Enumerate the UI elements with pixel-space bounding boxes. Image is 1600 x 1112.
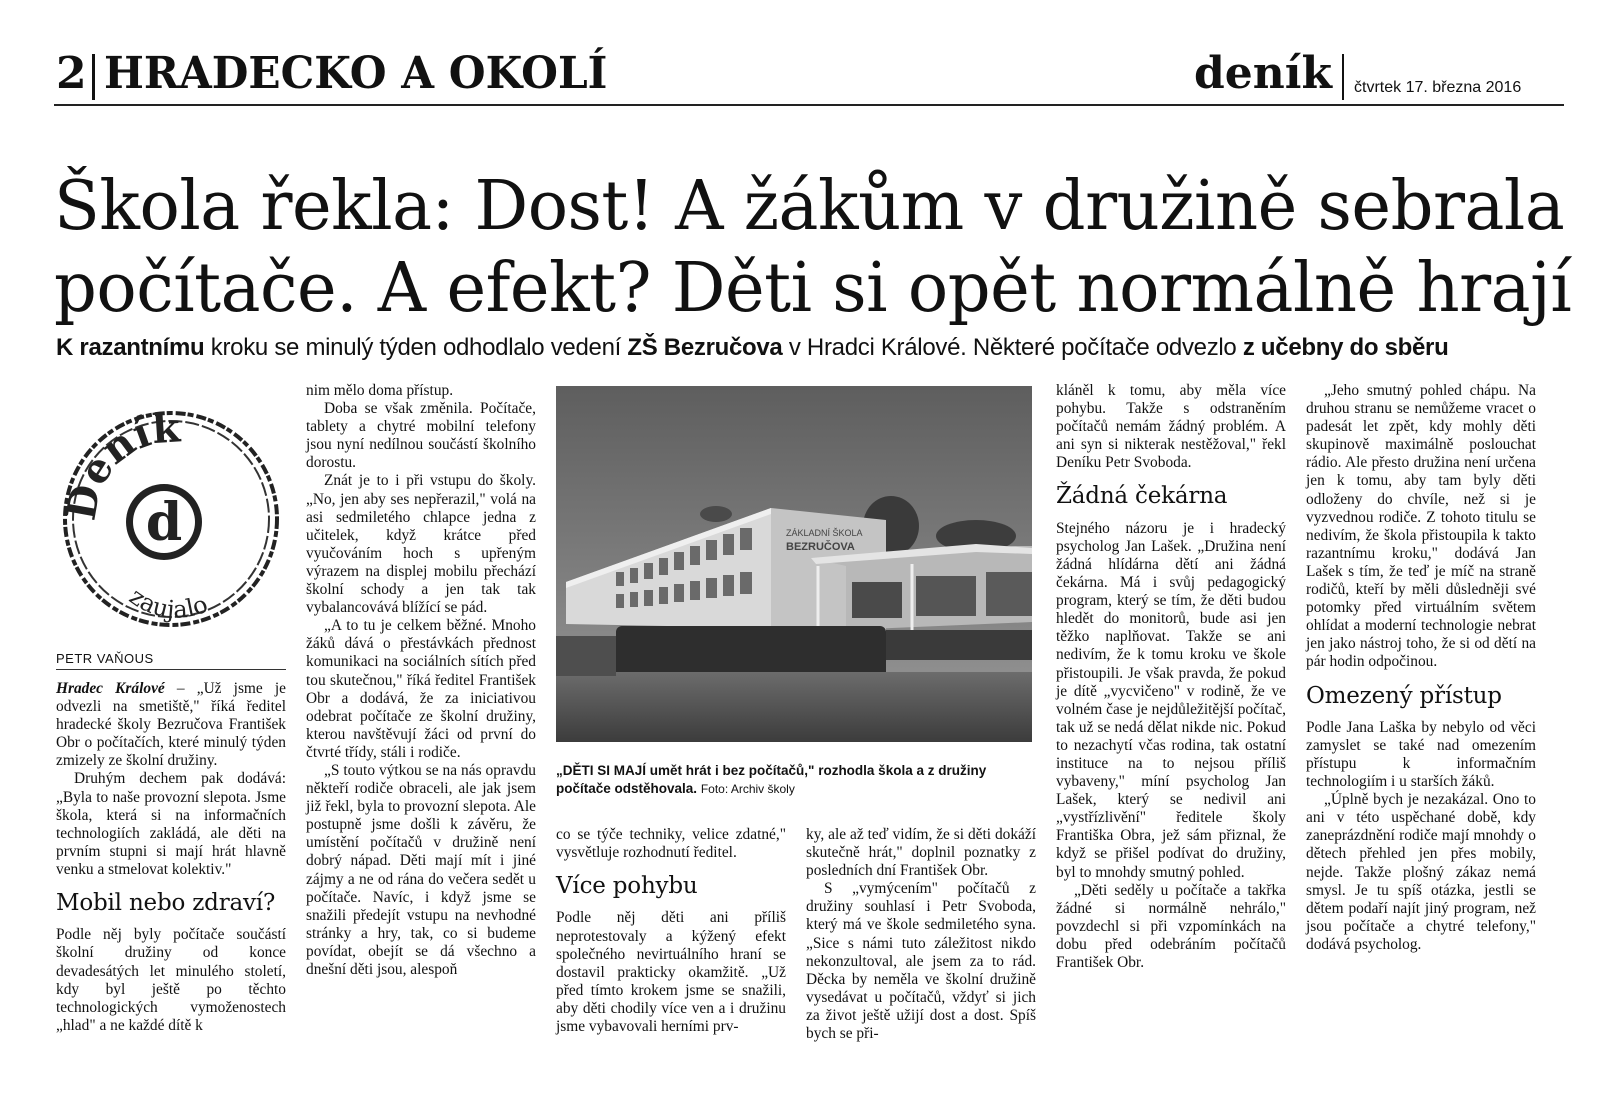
subheading: Mobil nebo zdraví? xyxy=(56,890,276,917)
photo-credit: Foto: Archiv školy xyxy=(700,782,795,796)
article-paragraph: S „vymýcením" počítačů z družiny souhlasí i Petr Svoboda, který má ve škole sedmiletého syna. „Sice s námi tuto záležitost nikdo nekonzultoval, ale jsem za to rád. Děcka by neměla ve školní družině vysedávat u počítačů, vždyť si jich za život ještě užijí dost a dost. Spíš bych se při- xyxy=(806,880,1036,1043)
page-number: 2 xyxy=(56,48,87,99)
header-divider xyxy=(92,54,95,100)
article-paragraph: Hradec Králové – „Už jsme je odvezli na smetiště," říká ředitel hradecké školy Bezručova František Obr o počítačích, které minulý týden zmizely ze školní družiny. xyxy=(56,680,286,770)
article-paragraph: „A to tu je celkem běžné. Mnoho žáků dává o přestávkách přednost komunikaci na sociálních sítích před tou skutečnou," říká ředitel František Obr a dodává, že za iniciativou odebrat počítače ze školní družiny, kterou navštěvují žáci od první do čtvrté třídy, stáli i rodiče. xyxy=(306,617,536,761)
headline-line-1: Škola řekla: Dost! A žákům v družině sebrala xyxy=(54,167,1565,246)
caption-text: „DĚTI SI MAJÍ umět hrát i bez počítačů," rozhodla škola a z družiny počítače odstěhovala. xyxy=(556,763,987,796)
article-column-6 xyxy=(1306,382,1536,954)
lead-text-2: v Hradci Králové. Některé počítače odvezlo xyxy=(782,334,1243,361)
header-divider-right xyxy=(1342,54,1344,100)
article-paragraph: Doba se však změnila. Počítače, tablety a chytré mobilní telefony jsou nyní nedílnou součástí školního dorostu. xyxy=(306,400,536,472)
subheading: Žádná čekárna xyxy=(1056,483,1228,510)
article-paragraph: nim mělo doma přístup. xyxy=(306,382,454,399)
byline: PETR VAŇOUS xyxy=(56,651,154,666)
article-paragraph: Podle Jana Laška by nebylo od věci zamyslet se také nad omezením přístupu k informačním technologiím i u starších žáků. xyxy=(1306,718,1536,791)
headline-line-2: počítače. A efekt? Děti si opět normálně hrají xyxy=(54,249,1572,328)
lead-text-1: kroku se minulý týden odhodlalo vedení xyxy=(204,334,628,361)
photo-sign-line-1: ZÁKLADNÍ ŠKOLA xyxy=(786,528,863,538)
subheading: Více pohybu xyxy=(556,873,698,900)
lead-bold-2: ZŠ Bezručova xyxy=(627,334,783,361)
article-column-3 xyxy=(556,826,786,1036)
article-paragraph: „Jeho smutný pohled chápu. Na druhou stranu se nemůžeme vracet o padesát let zpět, kdy mohly děti skupinově maximálně poslouchat rádio. Ale přesto družina není určena jen k tomu, aby tam byly děti odloženy do chvíle, než si je vyzvednou rodiče. Z tohoto titulu se nedivím, že škola přistoupila k takto razantnímu kroku," dodává Jan Lašek s tím, že teď je míč na straně rodičů, kteří by měli důsledněji své potomky před virtuálním světem ohlídat a moderní technologie nebrat jen jako nástroj toho, že si od dětí na pár hodin odpočinou. xyxy=(1306,382,1536,671)
article-paragraph: Podle něj děti ani příliš neprotestovaly a kýžený efekt společného nevirtuálního hraní se dostavil prakticky okamžitě. „Už před tímto krokem jsme se snažili, aby děti chodily více ven a i družinu jsme vybavovali herními prv- xyxy=(556,909,786,1036)
photo-caption xyxy=(556,762,1036,798)
article-paragraph: Podle něj byly počítače součástí školní družiny od konce devadesátých let minulého století, kdy byl ještě po těchto technologických vymoženostech „hlad" a ne každé dítě k xyxy=(56,926,286,1034)
byline-rule xyxy=(56,669,286,670)
stamp-top-text: Deník xyxy=(57,404,182,524)
denik-zaujalo-stamp xyxy=(56,404,286,634)
dateline: Hradec Králové xyxy=(56,680,165,697)
article-paragraph: „Děti seděly u počítače a takřka žádné si normálně nehrálo," povzdechl si při vzpomínkách na dobu před odebráním počítačů František Obr. xyxy=(1056,881,1286,972)
article-column-1 xyxy=(56,680,286,1035)
article-paragraph: ky, ale až teď vidím, že si děti dokáží skutečně hrát," doplnil poznatky z posledních dní František Obr. xyxy=(806,826,1036,880)
newspaper-logo: deník xyxy=(1194,48,1332,99)
article-paragraph: Znát je to i při vstupu do školy. „No, jen aby ses nepřerazil," volá na asi sedmiletého chlapce jedna z učitelek, když krátce před vyučováním hoch s upřeným výrazem na displej mobilu přechází školní schody a jen tak tak vybalancovává blížící se pád. xyxy=(306,472,536,617)
article-column-5 xyxy=(1056,382,1286,972)
photo-sign-line-2: BEZRUČOVA xyxy=(786,541,855,553)
lead-paragraph xyxy=(56,336,1576,360)
issue-date: čtvrtek 17. března 2016 xyxy=(1354,79,1522,96)
article-paragraph: Druhým dechem pak dodává: „Byla to naše provozní slepota. Jsme škola, která si na informačních technologiích zakládá, ale děti na prvním stupni si mají hrát hlavně venku a stmelovat kolektiv." xyxy=(56,770,286,878)
article-paragraph: kláněl k tomu, aby měla více pohybu. Takže s odstraněním počítačů nemám žádný problém. A ani syn si nikterak nestěžoval," řekl Deníku Petr Svoboda. xyxy=(1056,382,1286,472)
article-column-4 xyxy=(806,826,1036,1043)
school-building-photo xyxy=(556,386,1032,742)
article-column-2 xyxy=(306,382,536,979)
article-paragraph: „Úplně bych je nezakázal. Ono to ani v této uspěchané době, kdy zaneprázdnění rodiče mají mnohdy o dětech přehled jen přes mobily, nejde. Takže plošný zákaz nemá smysl. Je tu spíš otázka, jestli se dětem podaří najít jiný program, než jsou počítače a chytré telefony," dodává psycholog. xyxy=(1306,791,1536,953)
lead-bold-1: K razantnímu xyxy=(56,334,205,361)
lead-bold-3: z učebny do sběru xyxy=(1242,334,1449,361)
article-paragraph: co se týče techniky, velice zdatné," vysvětluje rozhodnutí ředitel. xyxy=(556,826,786,862)
header-rule xyxy=(54,104,1564,106)
article-paragraph: Stejného názoru je i hradecký psycholog Jan Lašek. „Družina není žádná hlídárna dětí ani žádná čekárna. Má i svůj pedagogický program, který se tím, že děti budou hledět do monitorů, bude asi jen těžko naplňovat. Takže se ani nedivím, že k tomu kroku ve škole přistoupili. Je však pravda, že pokud je dítě „vycvičeno" v rodině, že ve volném čase je nejdůležitější počítač, tak už se nedá dělat nikde nic. Pokud to nezachytí včas rodina, tak ostatní instituce na to nejsou příliš vybaveny," míní psycholog Jan Lašek, který se nedivil ani „vystřízlivění" ředitele školy Františka Obra, jež sám přiznal, že když se přišel podívat do družiny, byl to mnohdy smutný pohled. xyxy=(1056,519,1286,881)
headline xyxy=(54,166,1572,330)
section-title: HRADECKO A OKOLÍ xyxy=(104,48,608,99)
stamp-letter: d xyxy=(145,492,183,553)
stamp-bottom-text: zaujalo xyxy=(124,582,212,624)
subheading: Omezený přístup xyxy=(1306,682,1502,709)
article-paragraph: „S touto výtkou se na nás opravdu někteří rodiče obraceli, ale jak jsem již řekl, byla to provozní slepota. Ale postupně jsme došli k závěru, že umístění počítačů v družině není dobrý nápad. Děti mají mít i jiné zájmy a ne od rána do večera sedět u počítače. Navíc, i když jsme se snažili předejít vstupu na nevhodné stránky a hry, tak, co si budeme povídat, obejít se dá všechno a dnešní děti jsou, alespoň xyxy=(306,761,536,978)
